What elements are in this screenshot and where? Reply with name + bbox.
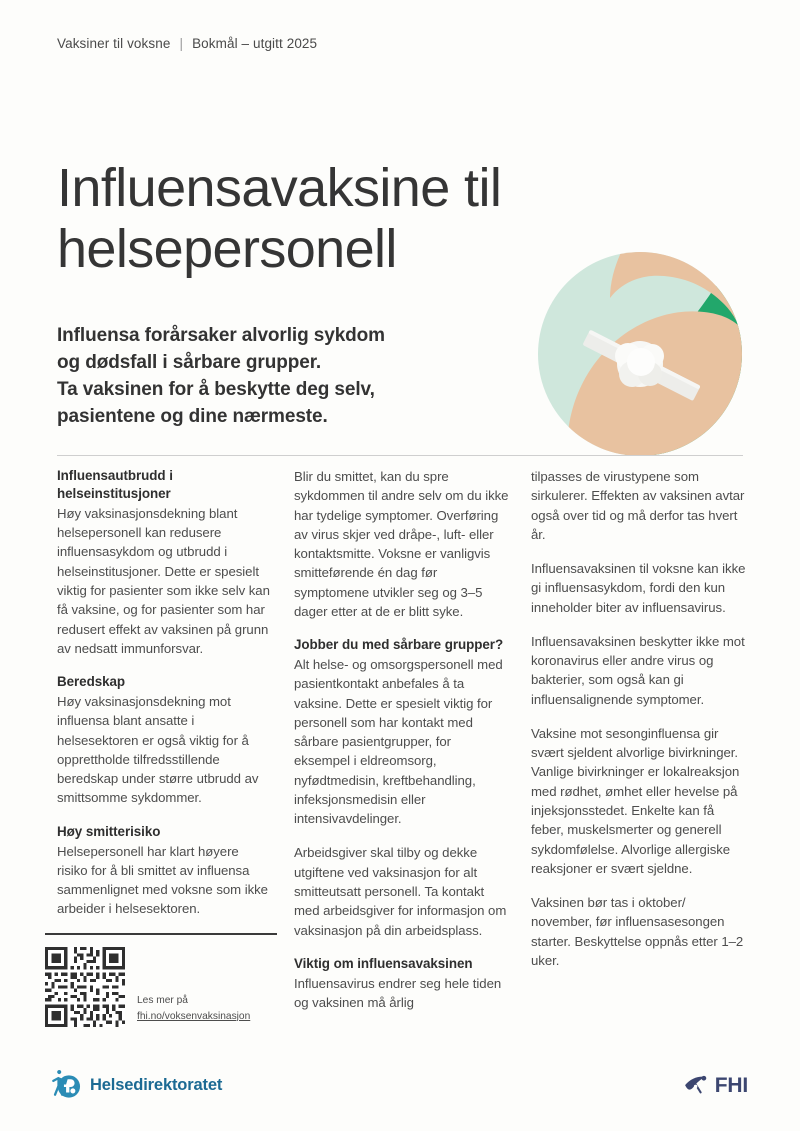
subtitle-line-2: og dødsfall i sårbare grupper. bbox=[57, 351, 322, 373]
qr-divider bbox=[45, 933, 277, 935]
fhi-logo-icon bbox=[684, 1075, 710, 1097]
qr-block bbox=[45, 933, 280, 1027]
spacer bbox=[531, 878, 746, 893]
helsedirektoratet-logo bbox=[50, 1070, 222, 1101]
header-separator: | bbox=[179, 36, 184, 51]
header-divider bbox=[57, 455, 743, 456]
section-heading: Influensautbrudd i helseinstitusjoner bbox=[57, 468, 173, 501]
qr-row bbox=[45, 947, 280, 1027]
vaccinated-shoulder-illustration bbox=[538, 252, 742, 456]
page-title-line-1: Influensavaksine til bbox=[57, 158, 502, 219]
section-paragraph: tilpasses de virustypene som sirkulerer. Effekten av vaksinen avtar også over tid og må derfor tas hvert år. bbox=[531, 469, 745, 542]
subtitle-line-1: Influensa forårsaker alvorlig sykdom bbox=[57, 325, 385, 346]
spacer bbox=[531, 544, 746, 559]
poster-header-line bbox=[57, 36, 317, 51]
fhi-logo bbox=[684, 1074, 748, 1098]
qr-code-icon[interactable] bbox=[45, 947, 125, 1027]
section-heading: Jobber du med sårbare grupper? bbox=[294, 637, 504, 653]
header-series: Vaksiner til voksne bbox=[57, 36, 171, 51]
fhi-wordmark: FHI bbox=[714, 1074, 748, 1097]
spacer bbox=[294, 940, 509, 955]
section-paragraph: Blir du smittet, kan du spre sykdommen til andre selv om du ikke har tydelige symptomer. Overføring av virus skjer ved dråpe-, luft- eller kontaktsmitte. Voksne er vanligvis smitteførende én dag før symptomene utvikler seg og 3–5 dager etter at de er blitt syke. bbox=[294, 469, 509, 619]
section-paragraph: Influensavaksinen beskytter ikke mot koronavirus eller andre virus og bakterier, som også kan gi influensalignende symptomer. bbox=[531, 633, 745, 707]
section-paragraph: Vaksinen bør tas i oktober/ november, før influensasesongen starter. Beskyttelse oppnås etter 1–2 uker. bbox=[531, 895, 744, 968]
subtitle-line-4: pasientene og dine nærmeste. bbox=[57, 405, 328, 427]
section-paragraph: Alt helse- og omsorgspersonell med pasientkontakt anbefales å ta vaksine. Dette er spesielt viktig for personell som har kontakt med sårbare pasientgrupper, for eksempel i eldreomsorg, nyfødtmedisin, kreftbehandling, infeksjonsmedisin eller intensivavdelinger. bbox=[294, 657, 503, 827]
section-heading: Beredskap bbox=[57, 674, 126, 690]
section-paragraph: Vaksine mot sesonginfluensa gir svært sjeldent alvorlige bivirkninger. Vanlige bivirkninger er lokalreaksjon med rødhet, ømhet eller hevelse på injeksjonsstedet. Enkelte kan få feber, muskelsmerter og generell sykdomfølelse. Alvorlige allergiske reaksjoner er svært sjeldne. bbox=[531, 725, 740, 876]
section-paragraph: Helsepersonell har klart høyere risiko for å bli smittet av influensa sammenlignet med voksne som ikke arbeider i helsesektoren. bbox=[57, 843, 268, 917]
section-heading: Viktig om influensavaksinen bbox=[294, 955, 473, 971]
page-title-line-2: helsepersonell bbox=[57, 218, 397, 279]
poster-subtitle bbox=[57, 323, 477, 431]
subtitle-line-3: Ta vaksinen for å beskytte deg selv, bbox=[57, 378, 375, 400]
qr-caption bbox=[137, 993, 250, 1027]
spacer bbox=[57, 658, 272, 673]
helsedirektoratet-logo-icon bbox=[50, 1070, 81, 1101]
qr-lead-label: Les mer på bbox=[137, 995, 188, 1007]
header-edition: Bokmål – utgitt 2025 bbox=[192, 36, 318, 51]
section-paragraph: Influensavirus endrer seg hele tiden og vaksinen må årlig bbox=[294, 975, 502, 1011]
column-right bbox=[531, 467, 746, 1047]
qr-link[interactable]: fhi.no/voksenvaksinasjon bbox=[137, 1010, 251, 1022]
helsedirektoratet-wordmark: Helsedirektoratet bbox=[90, 1076, 223, 1094]
section-paragraph: Arbeidsgiver skal tilby og dekke utgiftene ved vaksinasjon for alt smitteutsatt personell. Ta kontakt med arbeidsgiver for informasjon om vaksinasjon på din arbeidsplass. bbox=[294, 845, 507, 938]
spacer bbox=[531, 617, 746, 632]
spacer bbox=[294, 621, 509, 636]
column-middle bbox=[294, 467, 509, 1047]
section-paragraph: Influensavaksinen til voksne kan ikke gi influensasykdom, fordi den kun inneholder biter av influensavirus. bbox=[531, 561, 746, 615]
section-paragraph: Høy vaksinasjonsdekning mot influensa blant ansatte i helsesektoren er også viktig for å opprettholde tilfredsstillende beredskap under større utbrudd av smittsomme sykdommer. bbox=[57, 693, 259, 806]
spacer bbox=[531, 709, 746, 724]
spacer bbox=[57, 808, 272, 823]
section-heading: Høy smitterisiko bbox=[57, 823, 161, 839]
page-title bbox=[57, 158, 617, 279]
spacer bbox=[294, 828, 509, 843]
section-paragraph: Høy vaksinasjonsdekning blant helsepersonell kan redusere influensasykdom og utbrudd i helseinstitusjoner. Dette er spesielt viktig for pasienter som ikke selv kan få vaksine, og for pasienter som har redusert effekt av vaksinen på grunn av nedsatt immunforsvar. bbox=[57, 505, 270, 656]
